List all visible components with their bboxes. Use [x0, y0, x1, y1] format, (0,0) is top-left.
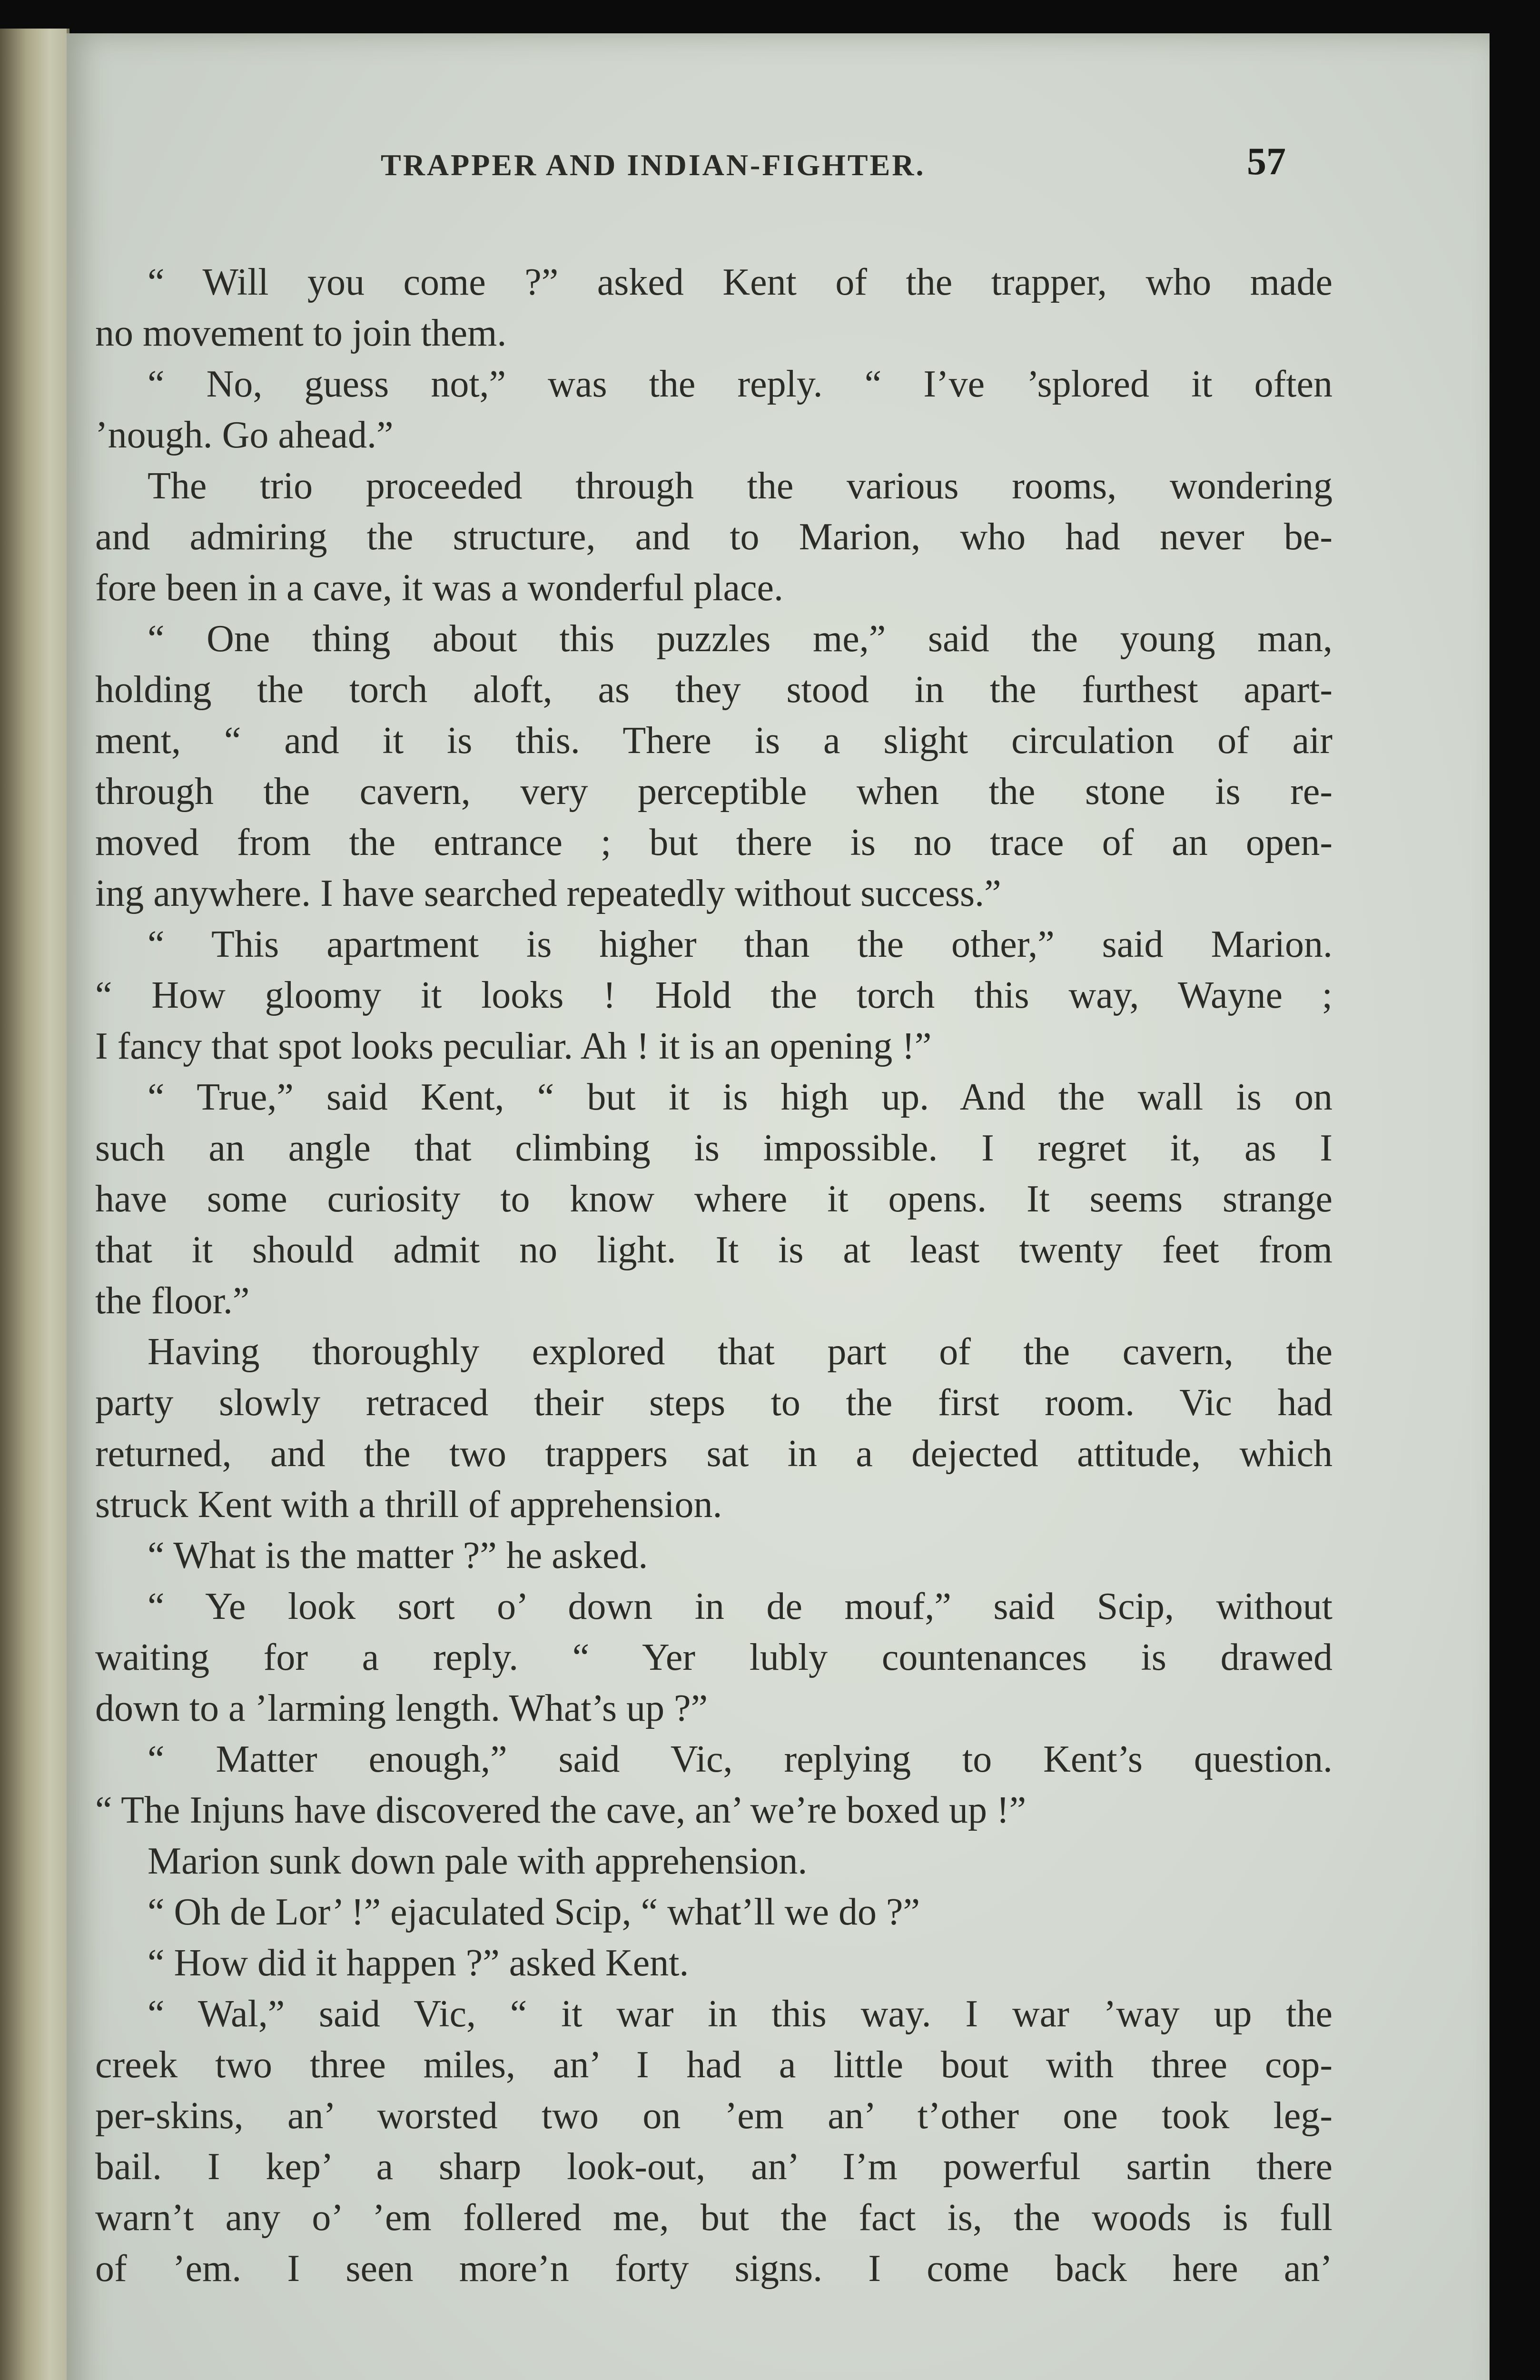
text-line: have some curiosity to know where it opens. It seems strange	[95, 1178, 1333, 1220]
text-line: I fancy that spot looks peculiar. Ah ! it is an opening !”	[95, 1025, 932, 1067]
text-line: Having thoroughly explored that part of the cavern, the	[148, 1331, 1333, 1373]
text-line: “ Oh de Lor’ !” ejaculated Scip, “ what’ll we do ?”	[148, 1891, 920, 1933]
text-line: the floor.”	[95, 1280, 250, 1322]
book-page	[67, 33, 1490, 2380]
text-line: “ Matter enough,” said Vic, replying to Kent’s question.	[148, 1738, 1333, 1780]
text-line: struck Kent with a thrill of apprehension.	[95, 1484, 722, 1526]
text-line: returned, and the two trappers sat in a dejected attitude, which	[95, 1433, 1333, 1475]
text-line: ment, “ and it is this. There is a slight circulation of air	[95, 720, 1333, 762]
text-line: holding the torch aloft, as they stood in the furthest apart-	[95, 669, 1333, 711]
text-line: through the cavern, very perceptible when the stone is re-	[95, 771, 1333, 813]
text-line: “ How gloomy it looks ! Hold the torch this way, Wayne ;	[95, 974, 1333, 1016]
text-line: “ Wal,” said Vic, “ it war in this way. I war ’way up the	[148, 1993, 1333, 2035]
text-line: “ One thing about this puzzles me,” said the young man,	[148, 618, 1333, 660]
page-header	[67, 133, 1490, 186]
text-line: bail. I kep’ a sharp look-out, an’ I’m powerful sartin there	[95, 2146, 1333, 2188]
text-line: no movement to join them.	[95, 312, 507, 354]
text-line: Marion sunk down pale with apprehension.	[148, 1840, 808, 1882]
text-line: of ’em. I seen more’n forty signs. I come back here an’	[95, 2248, 1333, 2290]
text-line: down to a ’larming length. What’s up ?”	[95, 1687, 708, 1729]
text-line: and admiring the structure, and to Marion, who had never be-	[95, 516, 1333, 558]
text-line: per-skins, an’ worsted two on ’em an’ t’other one took leg-	[95, 2095, 1333, 2137]
running-head: TRAPPER AND INDIAN-FIGHTER.	[381, 148, 926, 182]
text-line: moved from the entrance ; but there is no trace of an open-	[95, 822, 1333, 863]
text-line: “ What is the matter ?” he asked.	[148, 1535, 648, 1577]
text-line: ing anywhere. I have searched repeatedly without success.”	[95, 873, 1001, 914]
text-line: fore been in a cave, it was a wonderful place.	[95, 567, 783, 609]
text-line: creek two three miles, an’ I had a little bout with three cop-	[95, 2044, 1333, 2086]
text-line: party slowly retraced their steps to the first room. Vic had	[95, 1382, 1333, 1424]
body-text	[95, 257, 1333, 2294]
text-line: “ The Injuns have discovered the cave, an’ we’re boxed up !”	[95, 1789, 1027, 1831]
page-number: 57	[1247, 139, 1286, 183]
text-line: The trio proceeded through the various rooms, wondering	[148, 465, 1333, 507]
text-line: such an angle that climbing is impossible. I regret it, as I	[95, 1127, 1333, 1169]
text-line: “ True,” said Kent, “ but it is high up. And the wall is on	[148, 1076, 1333, 1118]
text-line: “ Will you come ?” asked Kent of the trapper, who made	[148, 261, 1333, 303]
book-spine	[0, 29, 69, 2380]
text-line: ’nough. Go ahead.”	[95, 414, 394, 456]
text-line: waiting for a reply. “ Yer lubly countenances is drawed	[95, 1636, 1333, 1678]
text-line: “ How did it happen ?” asked Kent.	[148, 1942, 689, 1984]
text-line: warn’t any o’ ’em follered me, but the fact is, the woods is full	[95, 2197, 1333, 2239]
text-line: “ This apartment is higher than the other,” said Marion.	[148, 923, 1333, 965]
text-line: that it should admit no light. It is at least twenty feet from	[95, 1229, 1333, 1271]
text-line: “ No, guess not,” was the reply. “ I’ve ’splored it often	[148, 363, 1333, 405]
text-line: “ Ye look sort o’ down in de mouf,” said Scip, without	[148, 1586, 1333, 1627]
